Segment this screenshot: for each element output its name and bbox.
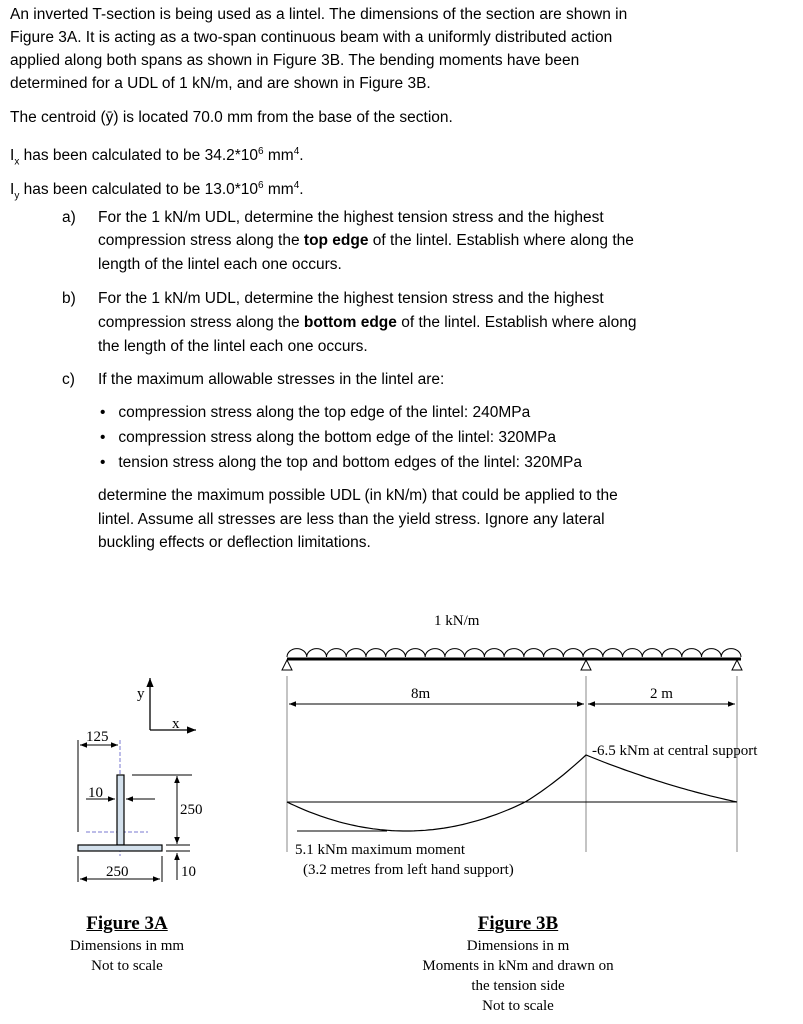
bullet-item: • compression stress along the bottom edge of the lintel: 320MPa: [100, 429, 557, 446]
question-c-text: buckling effects or deflection limitations.: [98, 534, 371, 551]
support-moment-label: -6.5 kNm at central support: [592, 743, 758, 759]
figure-3a-section: [78, 678, 203, 882]
caption-line: Dimensions in mm: [69, 938, 185, 954]
intro-line: An inverted T-section is being used as a lintel. The dimensions of the section are shown in: [10, 6, 628, 23]
intro-line: Figure 3A. It is acting as a two-span continuous beam with a uniformly distributed action: [10, 29, 613, 46]
question-a-text: For the 1 kN/m UDL, determine the highest tension stress and the highest: [98, 209, 604, 226]
support-central: [581, 660, 591, 670]
question-a-label: a): [62, 209, 76, 226]
intro-line: applied along both spans as shown in Figure 3B. The bending moments have been: [10, 52, 580, 69]
question-c-text: lintel. Assume all stresses are less than the yield stress. Ignore any lateral: [98, 511, 605, 528]
dim-125: 125: [86, 729, 109, 745]
span2-label: 2 m: [650, 686, 673, 702]
question-c-text: If the maximum allowable stresses in the lintel are:: [98, 371, 445, 388]
ix-statement: $I_x$ has been calculated to be $34.2*10^6$ $mm^4$.: [10, 146, 304, 168]
load-label: 1 kN/m: [434, 613, 480, 629]
bullet-item: • compression stress along the top edge of the lintel: 240MPa: [100, 404, 531, 421]
bullet-item: • tension stress along the top and bottom edges of the lintel: 320MPa: [100, 454, 582, 471]
caption-line: Dimensions in m: [466, 938, 570, 954]
figure-3b-caption: [388, 912, 648, 1016]
caption-line: Not to scale: [482, 998, 554, 1014]
axis-x-label: x: [172, 716, 180, 732]
max-moment-label: 5.1 kNm maximum moment: [295, 842, 465, 858]
support-left: [282, 660, 292, 670]
iy-statement: $I_y$ has been calculated to be $13.0*10^6$ $mm^4$.: [10, 180, 304, 202]
span1-label: 8m: [411, 686, 431, 702]
question-b-text: the length of the lintel each one occurs.: [98, 338, 368, 355]
question-a-text: compression stress along the top edge of the lintel. Establish where along the: [98, 232, 634, 249]
dim-250-flange: 250: [106, 864, 129, 880]
figure-3b-beam: [282, 613, 758, 878]
dim-10-web: 10: [88, 785, 103, 801]
udl-load-arcs: [287, 649, 741, 657]
caption-line: the tension side: [471, 978, 565, 994]
question-b-text: compression stress along the bottom edge of the lintel. Establish where along: [98, 314, 637, 331]
udl-arc: [287, 649, 741, 657]
caption-line: Moments in kNm and drawn on: [422, 958, 614, 974]
caption-line: Not to scale: [91, 958, 163, 974]
centroid-statement: The centroid (ȳ) is located 70.0 mm from the base of the section.: [10, 109, 453, 126]
figure-3a-title: Figure 3A: [86, 913, 168, 934]
support-right: [732, 660, 742, 670]
question-b-label: b): [62, 290, 76, 307]
axis-y-label: y: [137, 686, 145, 702]
question-b-text: For the 1 kN/m UDL, determine the highest tension stress and the highest: [98, 290, 604, 307]
max-moment-location: (3.2 metres from left hand support): [303, 862, 514, 878]
intro-line: determined for a UDL of 1 kN/m, and are shown in Figure 3B.: [10, 75, 431, 92]
question-c-text: determine the maximum possible UDL (in kN/m) that could be applied to the: [98, 487, 618, 504]
bending-moment-curve: [287, 755, 737, 831]
web: [117, 775, 124, 845]
flange: [78, 845, 162, 851]
question-c-label: c): [62, 371, 75, 388]
dim-250-web: 250: [180, 802, 203, 818]
dim-10-flange: 10: [181, 864, 196, 880]
question-a-text: length of the lintel each one occurs.: [98, 256, 342, 273]
figure-3a-caption: [27, 912, 227, 976]
figure-3b-title: Figure 3B: [477, 913, 559, 934]
